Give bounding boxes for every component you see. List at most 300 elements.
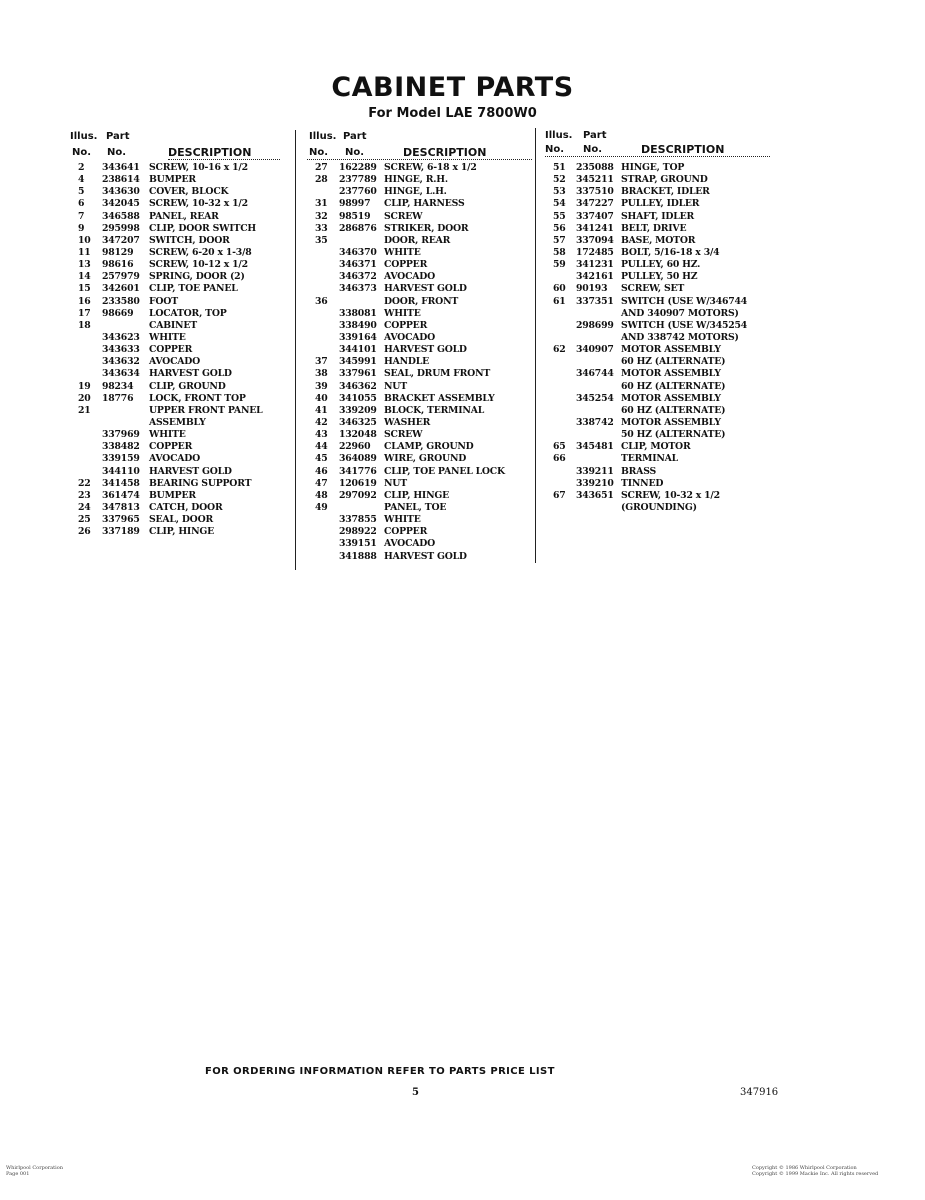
part-row bbox=[307, 296, 532, 308]
illus-number: 21 bbox=[78, 404, 91, 416]
part-description: CLAMP, GROUND bbox=[384, 441, 474, 453]
illus-header: Illus. bbox=[309, 131, 337, 142]
part-description: AND 338742 MOTORS) bbox=[621, 331, 739, 343]
part-row bbox=[70, 344, 280, 356]
illus-no-header: No. bbox=[309, 147, 329, 158]
part-row bbox=[70, 198, 280, 210]
parts-column-3 bbox=[545, 128, 770, 514]
part-description: CLIP, GROUND bbox=[149, 380, 226, 392]
part-description: SCREW bbox=[384, 429, 423, 441]
part-number: 286876 bbox=[339, 222, 377, 234]
description-header: DESCRIPTION bbox=[641, 143, 725, 156]
part-number: 339211 bbox=[576, 465, 614, 477]
part-row bbox=[307, 478, 532, 490]
part-row bbox=[307, 490, 532, 502]
illus-number: 53 bbox=[553, 186, 566, 198]
part-description: DOOR, REAR bbox=[384, 234, 451, 246]
part-description: NUT bbox=[384, 380, 407, 392]
part-row bbox=[545, 381, 770, 393]
part-row bbox=[307, 235, 532, 247]
part-description: TERMINAL bbox=[621, 453, 679, 465]
part-row bbox=[70, 490, 280, 502]
part-description: WIRE, GROUND bbox=[384, 453, 467, 465]
part-description: WHITE bbox=[384, 246, 421, 258]
part-description: BUMPER bbox=[149, 489, 196, 501]
model-subtitle: For Model LAE 7800W0 bbox=[368, 106, 537, 121]
part-description: SCREW, 10-32 x 1/2 bbox=[149, 198, 248, 210]
part-row bbox=[307, 441, 532, 453]
fine-print-line: Copyright © 1999 Mackie Inc. All rights reserved bbox=[752, 1171, 879, 1177]
part-row bbox=[545, 344, 770, 356]
part-row bbox=[545, 502, 770, 514]
fine-print-right bbox=[752, 1165, 878, 1177]
illus-number: 59 bbox=[553, 259, 566, 271]
illus-number: 2 bbox=[78, 162, 85, 173]
part-row bbox=[545, 417, 770, 429]
part-row bbox=[70, 332, 280, 344]
part-row bbox=[545, 247, 770, 259]
part-number: 132048 bbox=[339, 429, 377, 441]
part-row bbox=[70, 162, 280, 174]
illus-number: 49 bbox=[315, 501, 328, 513]
part-number: 98669 bbox=[102, 307, 134, 319]
part-description: BUMPER bbox=[149, 174, 196, 186]
part-row bbox=[545, 223, 770, 235]
part-description: COPPER bbox=[384, 526, 428, 538]
part-number: 295998 bbox=[102, 222, 140, 234]
page-number: 5 bbox=[412, 1087, 419, 1098]
part-description: COPPER bbox=[149, 441, 193, 453]
part-number: 343633 bbox=[102, 344, 140, 356]
part-number: 120619 bbox=[339, 477, 377, 489]
part-no-header: No. bbox=[345, 147, 365, 158]
illus-number: 38 bbox=[315, 368, 328, 380]
part-row bbox=[545, 429, 770, 441]
part-description: CATCH, DOOR bbox=[149, 501, 223, 513]
part-description: PANEL, TOE bbox=[384, 501, 447, 513]
part-row bbox=[307, 320, 532, 332]
part-description: HARVEST GOLD bbox=[384, 550, 467, 562]
part-no-header: No. bbox=[107, 147, 127, 158]
illus-number: 33 bbox=[315, 222, 328, 234]
part-row bbox=[70, 320, 280, 332]
illus-number: 32 bbox=[315, 210, 328, 222]
part-number: 342601 bbox=[102, 283, 140, 295]
illus-number: 62 bbox=[553, 344, 566, 356]
part-number: 345211 bbox=[576, 174, 614, 186]
part-row bbox=[70, 356, 280, 368]
part-description: SCREW, 10-12 x 1/2 bbox=[149, 259, 248, 271]
illus-number: 45 bbox=[315, 453, 328, 465]
part-number: 337189 bbox=[102, 526, 140, 538]
part-description: CLIP, HINGE bbox=[149, 526, 215, 538]
part-row bbox=[70, 453, 280, 465]
part-number: 346372 bbox=[339, 271, 377, 283]
part-description: AND 340907 MOTORS) bbox=[621, 307, 739, 319]
part-description: SEAL, DOOR bbox=[149, 514, 214, 526]
fine-print-line: Copyright © 1986 Whirlpool Corporation bbox=[752, 1165, 857, 1171]
part-number: 346371 bbox=[339, 259, 377, 271]
illus-number: 31 bbox=[315, 198, 328, 210]
illus-number: 42 bbox=[315, 416, 328, 428]
part-number: 346588 bbox=[102, 210, 140, 222]
illus-header: Illus. bbox=[70, 131, 98, 142]
part-row bbox=[70, 441, 280, 453]
part-header: Part bbox=[343, 131, 367, 142]
part-row bbox=[70, 381, 280, 393]
part-number: 337961 bbox=[339, 368, 377, 380]
illus-number: 46 bbox=[315, 465, 328, 477]
part-description: SEAL, DRUM FRONT bbox=[384, 368, 491, 380]
part-number: 339159 bbox=[102, 453, 140, 465]
part-description: TINNED bbox=[621, 477, 664, 489]
part-description: COPPER bbox=[384, 319, 428, 331]
part-number: 235088 bbox=[576, 162, 614, 173]
part-number: 257979 bbox=[102, 271, 140, 283]
illus-number: 37 bbox=[315, 356, 328, 368]
part-number: 346744 bbox=[576, 368, 614, 380]
illus-number: 35 bbox=[315, 234, 328, 246]
part-row bbox=[70, 429, 280, 441]
part-description: CLIP, TOE PANEL bbox=[149, 283, 238, 295]
part-row bbox=[545, 283, 770, 295]
part-description: SCREW, 10-32 x 1/2 bbox=[621, 489, 720, 501]
part-number: 98616 bbox=[102, 259, 134, 271]
part-row bbox=[307, 162, 532, 174]
illus-number: 11 bbox=[78, 246, 91, 258]
illus-number: 22 bbox=[78, 477, 91, 489]
fine-print-line: Whirlpool Corporation bbox=[6, 1165, 64, 1171]
fine-print-left bbox=[6, 1165, 63, 1177]
part-row bbox=[70, 514, 280, 526]
part-number: 338482 bbox=[102, 441, 140, 453]
illus-number: 6 bbox=[78, 198, 85, 210]
illus-number: 43 bbox=[315, 429, 328, 441]
part-number: 338742 bbox=[576, 416, 614, 428]
part-number: 298922 bbox=[339, 526, 377, 538]
part-row bbox=[307, 526, 532, 538]
part-row bbox=[545, 162, 770, 174]
illus-number: 44 bbox=[315, 441, 328, 453]
part-number: 337351 bbox=[576, 295, 614, 307]
part-number: 237760 bbox=[339, 186, 377, 198]
part-row bbox=[545, 235, 770, 247]
part-row bbox=[545, 296, 770, 308]
part-row bbox=[307, 308, 532, 320]
parts-column-2 bbox=[307, 128, 532, 563]
part-description: SCREW, 6-18 x 1/2 bbox=[384, 162, 477, 173]
part-number: 346325 bbox=[339, 416, 377, 428]
part-row bbox=[307, 356, 532, 368]
part-description: HARVEST GOLD bbox=[384, 344, 467, 356]
part-description: COVER, BLOCK bbox=[149, 186, 229, 198]
part-row bbox=[307, 502, 532, 514]
part-description: 50 HZ (ALTERNATE) bbox=[621, 429, 726, 441]
illus-header: Illus. bbox=[545, 130, 573, 141]
part-description: ASSEMBLY bbox=[149, 416, 206, 428]
part-number: 337094 bbox=[576, 234, 614, 246]
part-description: LOCK, FRONT TOP bbox=[149, 392, 246, 404]
illus-no-header: No. bbox=[545, 144, 565, 155]
part-row bbox=[70, 526, 280, 538]
parts-column-1 bbox=[70, 128, 280, 538]
part-number: 238614 bbox=[102, 174, 140, 186]
part-row bbox=[545, 174, 770, 186]
part-description: CLIP, HINGE bbox=[384, 489, 450, 501]
part-row bbox=[545, 478, 770, 490]
part-row bbox=[307, 551, 532, 563]
part-row bbox=[545, 332, 770, 344]
part-row bbox=[307, 332, 532, 344]
illus-number: 25 bbox=[78, 514, 91, 526]
part-row bbox=[307, 393, 532, 405]
illus-number: 67 bbox=[553, 489, 566, 501]
part-description: CLIP, HARNESS bbox=[384, 198, 465, 210]
part-no-header: No. bbox=[583, 144, 603, 155]
part-row bbox=[545, 271, 770, 283]
header-rule bbox=[307, 159, 532, 160]
part-row bbox=[545, 490, 770, 502]
part-number: 98234 bbox=[102, 380, 134, 392]
part-description: CLIP, MOTOR bbox=[621, 441, 691, 453]
part-number: 341458 bbox=[102, 477, 140, 489]
part-description: SCREW bbox=[384, 210, 423, 222]
part-number: 343630 bbox=[102, 186, 140, 198]
illus-number: 58 bbox=[553, 246, 566, 258]
part-number: 343641 bbox=[102, 162, 140, 173]
part-description: DOOR, FRONT bbox=[384, 295, 459, 307]
part-number: 345481 bbox=[576, 441, 614, 453]
fine-print-line: Page 001 bbox=[6, 1171, 30, 1177]
part-description: WHITE bbox=[149, 331, 186, 343]
part-row bbox=[70, 259, 280, 271]
column-header bbox=[70, 128, 280, 162]
illus-number: 52 bbox=[553, 174, 566, 186]
illus-number: 54 bbox=[553, 198, 566, 210]
column-divider bbox=[295, 130, 296, 570]
part-number: 338490 bbox=[339, 319, 377, 331]
part-description: SHAFT, IDLER bbox=[621, 210, 695, 222]
illus-number: 57 bbox=[553, 234, 566, 246]
column-divider bbox=[535, 128, 536, 563]
part-description: MOTOR ASSEMBLY bbox=[621, 392, 721, 404]
part-description: UPPER FRONT PANEL bbox=[149, 404, 263, 416]
part-number: 339151 bbox=[339, 538, 377, 550]
part-number: 98997 bbox=[339, 198, 371, 210]
part-number: 341241 bbox=[576, 222, 614, 234]
part-row bbox=[307, 405, 532, 417]
part-description: 60 HZ (ALTERNATE) bbox=[621, 380, 726, 392]
illus-number: 5 bbox=[78, 186, 85, 198]
part-row bbox=[70, 478, 280, 490]
part-row bbox=[545, 393, 770, 405]
part-row bbox=[307, 283, 532, 295]
description-header: DESCRIPTION bbox=[168, 146, 252, 159]
part-header: Part bbox=[106, 131, 130, 142]
part-number: 364089 bbox=[339, 453, 377, 465]
part-number: 343632 bbox=[102, 356, 140, 368]
illus-number: 15 bbox=[78, 283, 91, 295]
illus-number: 56 bbox=[553, 222, 566, 234]
header-rule bbox=[545, 156, 770, 157]
part-number: 344101 bbox=[339, 344, 377, 356]
part-description: CLIP, DOOR SWITCH bbox=[149, 222, 256, 234]
part-description: WHITE bbox=[384, 307, 421, 319]
illus-number: 16 bbox=[78, 295, 91, 307]
part-description: PULLEY, 50 HZ bbox=[621, 271, 698, 283]
illus-number: 14 bbox=[78, 271, 91, 283]
ordering-info-footer: FOR ORDERING INFORMATION REFER TO PARTS PRICE LIST bbox=[205, 1066, 555, 1077]
part-description: COPPER bbox=[384, 259, 428, 271]
part-row bbox=[545, 259, 770, 271]
part-row bbox=[70, 296, 280, 308]
part-row bbox=[307, 186, 532, 198]
part-row bbox=[70, 283, 280, 295]
illus-number: 17 bbox=[78, 307, 91, 319]
part-description: 60 HZ (ALTERNATE) bbox=[621, 356, 726, 368]
part-description: SCREW, SET bbox=[621, 283, 685, 295]
part-description: HANDLE bbox=[384, 356, 429, 368]
part-description: LOCATOR, TOP bbox=[149, 307, 227, 319]
illus-number: 61 bbox=[553, 295, 566, 307]
illus-number: 41 bbox=[315, 404, 328, 416]
part-description: PULLEY, 60 HZ. bbox=[621, 259, 701, 271]
part-row bbox=[307, 429, 532, 441]
illus-number: 10 bbox=[78, 234, 91, 246]
part-number: 345991 bbox=[339, 356, 377, 368]
part-number: 298699 bbox=[576, 319, 614, 331]
illus-number: 28 bbox=[315, 174, 328, 186]
part-description: BEARING SUPPORT bbox=[149, 477, 252, 489]
part-description: AVOCADO bbox=[384, 538, 436, 550]
part-row bbox=[307, 381, 532, 393]
part-number: 90193 bbox=[576, 283, 608, 295]
part-row bbox=[307, 174, 532, 186]
part-row bbox=[70, 368, 280, 380]
part-number: 343651 bbox=[576, 489, 614, 501]
illus-number: 40 bbox=[315, 392, 328, 404]
illus-number: 65 bbox=[553, 441, 566, 453]
part-description: STRAP, GROUND bbox=[621, 174, 708, 186]
page-title: CABINET PARTS bbox=[331, 72, 574, 103]
part-number: 345254 bbox=[576, 392, 614, 404]
part-description: HARVEST GOLD bbox=[149, 465, 232, 477]
part-number: 346362 bbox=[339, 380, 377, 392]
part-row bbox=[545, 356, 770, 368]
part-row bbox=[307, 271, 532, 283]
part-description: COPPER bbox=[149, 344, 193, 356]
part-number: 361474 bbox=[102, 489, 140, 501]
illus-number: 9 bbox=[78, 222, 85, 234]
part-number: 347813 bbox=[102, 501, 140, 513]
part-row bbox=[307, 368, 532, 380]
illus-number: 26 bbox=[78, 526, 91, 538]
part-number: 162289 bbox=[339, 162, 377, 173]
part-number: 347227 bbox=[576, 198, 614, 210]
part-number: 233580 bbox=[102, 295, 140, 307]
part-number: 18776 bbox=[102, 392, 134, 404]
illus-number: 23 bbox=[78, 489, 91, 501]
illus-number: 18 bbox=[78, 319, 91, 331]
part-description: (GROUNDING) bbox=[621, 501, 697, 513]
illus-number: 36 bbox=[315, 295, 328, 307]
part-description: HARVEST GOLD bbox=[149, 368, 232, 380]
part-description: BELT, DRIVE bbox=[621, 222, 687, 234]
part-row bbox=[70, 186, 280, 198]
part-number: 98129 bbox=[102, 246, 134, 258]
part-row bbox=[307, 198, 532, 210]
part-number: 342045 bbox=[102, 198, 140, 210]
part-number: 297092 bbox=[339, 489, 377, 501]
part-number: 237789 bbox=[339, 174, 377, 186]
part-row bbox=[307, 417, 532, 429]
illus-no-header: No. bbox=[72, 147, 92, 158]
illus-number: 4 bbox=[78, 174, 85, 186]
part-description: STRIKER, DOOR bbox=[384, 222, 469, 234]
part-row bbox=[70, 393, 280, 405]
part-number: 346373 bbox=[339, 283, 377, 295]
part-row bbox=[545, 308, 770, 320]
part-row bbox=[545, 441, 770, 453]
part-number: 346370 bbox=[339, 246, 377, 258]
part-description: HINGE, TOP bbox=[621, 162, 685, 173]
part-number: 337969 bbox=[102, 429, 140, 441]
part-row bbox=[545, 453, 770, 465]
part-number: 337855 bbox=[339, 514, 377, 526]
part-number: 347207 bbox=[102, 234, 140, 246]
part-row bbox=[307, 453, 532, 465]
part-number: 343623 bbox=[102, 331, 140, 343]
illus-number: 20 bbox=[78, 392, 91, 404]
part-description: FOOT bbox=[149, 295, 178, 307]
part-description: HINGE, R.H. bbox=[384, 174, 448, 186]
part-number: 341776 bbox=[339, 465, 377, 477]
part-row bbox=[70, 223, 280, 235]
parts-list bbox=[70, 162, 280, 538]
part-description: BLOCK, TERMINAL bbox=[384, 404, 485, 416]
part-number: 340907 bbox=[576, 344, 614, 356]
part-description: MOTOR ASSEMBLY bbox=[621, 416, 721, 428]
part-row bbox=[70, 247, 280, 259]
illus-number: 48 bbox=[315, 489, 328, 501]
illus-number: 60 bbox=[553, 283, 566, 295]
part-row bbox=[545, 405, 770, 417]
header-rule bbox=[168, 159, 280, 160]
part-description: AVOCADO bbox=[384, 331, 436, 343]
illus-number: 51 bbox=[553, 162, 566, 173]
part-description: BASE, MOTOR bbox=[621, 234, 696, 246]
part-description: SPRING, DOOR (2) bbox=[149, 271, 245, 283]
illus-number: 66 bbox=[553, 453, 566, 465]
part-description: PULLEY, IDLER bbox=[621, 198, 700, 210]
part-number: 344110 bbox=[102, 465, 140, 477]
part-row bbox=[307, 211, 532, 223]
part-description: NUT bbox=[384, 477, 407, 489]
part-header: Part bbox=[583, 130, 607, 141]
illus-number: 39 bbox=[315, 380, 328, 392]
part-description: AVOCADO bbox=[384, 271, 436, 283]
part-row bbox=[70, 211, 280, 223]
part-row bbox=[545, 198, 770, 210]
part-number: 172485 bbox=[576, 246, 614, 258]
part-row bbox=[545, 466, 770, 478]
illus-number: 13 bbox=[78, 259, 91, 271]
part-number: 342161 bbox=[576, 271, 614, 283]
part-number: 337965 bbox=[102, 514, 140, 526]
column-header bbox=[545, 128, 770, 162]
column-header bbox=[307, 128, 532, 162]
parts-list bbox=[545, 162, 770, 514]
